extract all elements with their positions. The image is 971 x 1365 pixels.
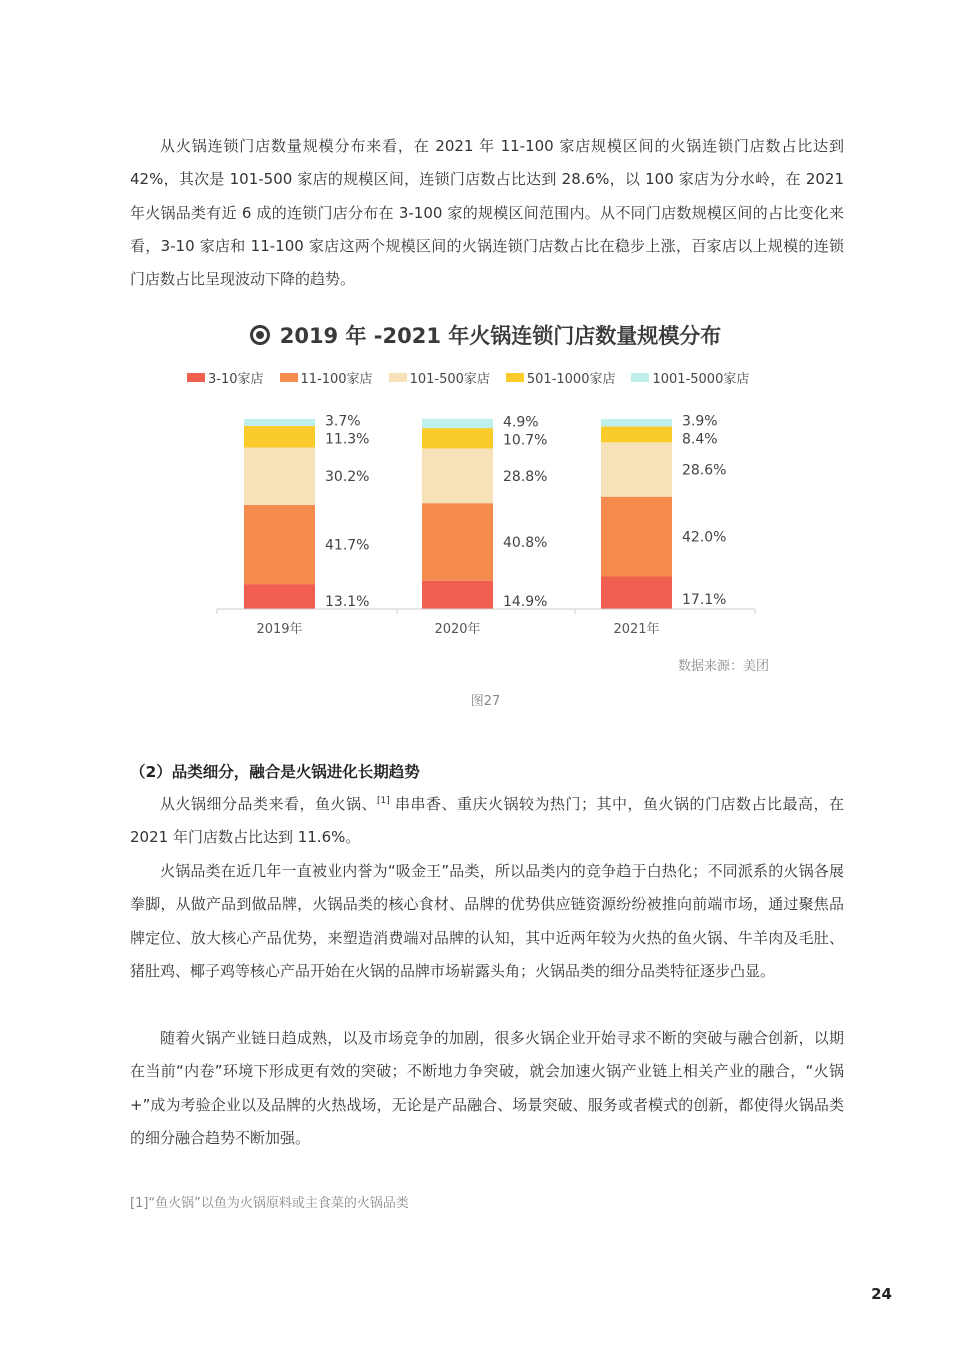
bar-segment	[244, 584, 315, 609]
x-tick-label: 2020年	[434, 622, 481, 637]
data-label: 4.9%	[503, 414, 539, 431]
legend-label: 11-100家店	[300, 371, 373, 387]
data-label: 3.7%	[325, 413, 361, 430]
bar-segment	[244, 426, 315, 447]
data-label: 3.9%	[682, 413, 718, 430]
data-label: 14.9%	[503, 593, 548, 610]
bar-segment	[422, 419, 493, 428]
target-icon	[250, 325, 270, 345]
bar-segment	[422, 581, 493, 609]
bar-segment	[244, 505, 315, 584]
legend-item	[631, 368, 749, 387]
legend-swatch	[506, 373, 524, 382]
data-label: 8.4%	[682, 431, 718, 448]
section-heading: （2）品类细分，融合是火锅进化长期趋势	[130, 763, 420, 781]
legend-label: 3-10家店	[208, 371, 264, 387]
bar-segment	[601, 442, 672, 496]
bar-segment	[601, 497, 672, 577]
data-label: 28.8%	[503, 468, 548, 485]
bar-segment	[422, 448, 493, 503]
data-label: 10.7%	[503, 432, 548, 449]
bar-segment	[422, 503, 493, 581]
legend-label: 101-500家店	[409, 371, 490, 387]
data-label: 40.8%	[503, 534, 548, 551]
intro-paragraph: 从火锅连锁门店数量规模分布来看，在 2021 年 11-100 家店规模区间的火锅连锁门店数占比达到 42%，其次是 101-500 家店的规模区间，连锁门店数占比达到 28.6%，以 100 家店为分水岭，在 2021 年火锅品类有近 6 成的连锁门店分布在 3-100 家的规模区间范围内。从不同门店数规模区间的占比变化来看，3-10 家店和 11-100 家店这两个规模区间的火锅连锁门店数占比在稳步上涨，百家店以上规模的连锁门店数占比呈现波动下降的趋势。	[130, 137, 844, 289]
footnote-ref[interactable]: [1]	[377, 796, 390, 806]
bar-segment	[601, 426, 672, 442]
chart-legend	[187, 368, 749, 386]
legend-item	[389, 368, 490, 387]
legend-label: 501-1000家店	[526, 371, 616, 387]
page-number: 24	[871, 1285, 892, 1303]
stacked-bar-chart	[0, 400, 971, 650]
legend-item	[506, 368, 616, 387]
x-tick-label: 2021年	[613, 622, 660, 637]
paragraph-text: 从火锅细分品类来看，鱼火锅、	[160, 795, 377, 813]
figure-caption: 图27	[470, 694, 501, 709]
paragraph-text: 串串香、重庆火锅较为热门；其中，鱼火锅的门店数占比最高，在 2021 年门店数占比达到 11.6%。	[130, 795, 844, 847]
bar-segment	[244, 419, 315, 426]
paragraph-fusion: 随着火锅产业链日趋成熟，以及市场竞争的加剧，很多火锅企业开始寻求不断的突破与融合创新，以期在当前“内卷”环境下形成更有效的突破；不断地力争突破，就会加速火锅产业链上相关产业的融合，“火锅 +”成为考验企业以及品牌的火热战场，无论是产品融合、场景突破、服务或者模式的创新，都使得火锅品类的细分融合趋势不断加强。	[130, 1029, 844, 1147]
legend-item	[280, 368, 373, 387]
chart-title-text: 2019 年 -2021 年火锅连锁门店数量规模分布	[279, 324, 722, 348]
data-label: 17.1%	[682, 591, 727, 608]
paragraph-competition: 火锅品类在近几年一直被业内誉为“吸金王”品类，所以品类内的竞争趋于白热化；不同派系的火锅各展拳脚，从做产品到做品牌，火锅品类的核心食材、品牌的优势供应链资源纷纷被推向前端市场，通过聚焦品牌定位、放大核心产品优势，来塑造消费端对品牌的认知，其中近两年较为火热的鱼火锅、牛羊肉及毛肚、猪肚鸡、椰子鸡等核心产品开始在火锅的品牌市场崭露头角；火锅品类的细分品类特征逐步凸显。	[130, 862, 844, 980]
paragraph-fish-hotpot	[130, 788, 844, 855]
legend-item	[187, 368, 264, 387]
legend-swatch	[389, 373, 407, 382]
data-label: 41.7%	[325, 537, 370, 554]
legend-label: 1001-5000家店	[652, 371, 750, 387]
footnote: [1]“鱼火锅”以鱼为火锅原料或主食菜的火锅品类	[130, 1196, 409, 1211]
bar-segment	[601, 577, 672, 609]
data-source: 数据来源：美团	[678, 659, 770, 674]
bar-segment	[601, 419, 672, 426]
legend-swatch	[631, 373, 649, 382]
x-tick-label: 2019年	[256, 622, 303, 637]
bar-segment	[422, 428, 493, 448]
bar-segment	[244, 448, 315, 505]
legend-swatch	[187, 373, 205, 382]
data-label: 13.1%	[325, 594, 370, 610]
data-label: 30.2%	[325, 469, 370, 486]
data-label: 42.0%	[682, 529, 727, 546]
data-label: 28.6%	[682, 462, 727, 479]
legend-swatch	[280, 373, 298, 382]
data-label: 11.3%	[325, 431, 370, 448]
chart-title	[0, 320, 971, 350]
